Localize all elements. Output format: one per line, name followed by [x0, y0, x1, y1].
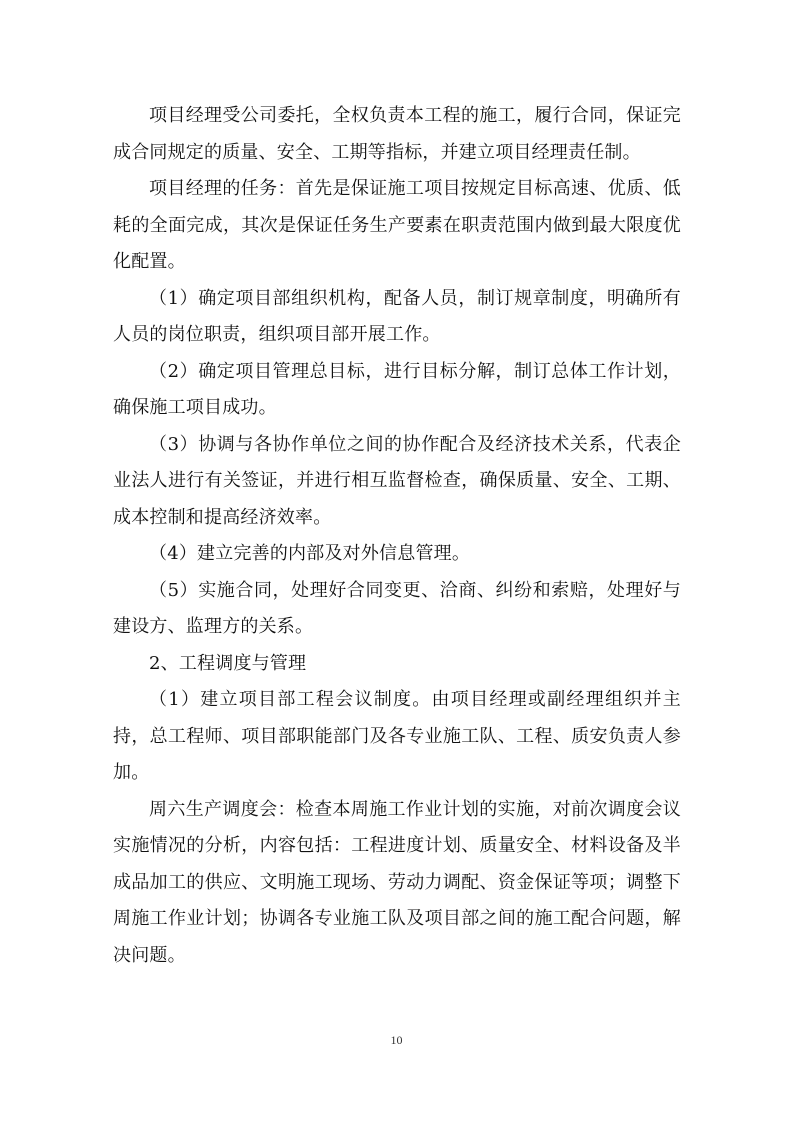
section-heading-scheduling: 2、工程调度与管理 [149, 652, 307, 674]
paragraph-task-1: （1）确定项目部组织机构，配备人员，制订规章制度，明确所有人员的岗位职责，组织项目部开展工作。 [113, 287, 681, 345]
paragraph-task-2: （2）确定项目管理总目标，进行目标分解，制订总体工作计划，确保施工项目成功。 [113, 360, 681, 418]
paragraph-task-4: （4）建立完善的内部及对外信息管理。 [149, 543, 471, 564]
paragraph-task-3: （3）协调与各协作单位之间的协作配合及经济技术关系，代表企业法人进行有关签证，并进行相互监督检查，确保质量、安全、工期、成本控制和提高经济效率。 [113, 433, 681, 528]
paragraph-task-5: （5）实施合同，处理好合同变更、洽商、纠纷和索赔，处理好与建设方、监理方的关系。 [113, 579, 681, 637]
paragraph-manager-tasks: 项目经理的任务：首先是保证施工项目按规定目标高速、优质、低耗的全面完成，其次是保证任务生产要素在职责范围内做到最大限度优化配置。 [113, 178, 681, 272]
document-body [113, 98, 681, 974]
page-number: 10 [390, 1033, 403, 1047]
paragraph-manager-authority: 项目经理受公司委托，全权负责本工程的施工，履行合同，保证完成合同规定的质量、安全、工期等指标，并建立项目经理责任制。 [113, 105, 681, 163]
paragraph-saturday-meeting: 周六生产调度会：检查本周施工作业计划的实施，对前次调度会议实施情况的分析，内容包括：工程进度计划、质量安全、材料设备及半成品加工的供应、文明施工现场、劳动力调配、资金保证等项；调整下周施工作业计划；协调各专业施工队及项目部之间的施工配合问题，解决问题。 [113, 798, 681, 966]
paragraph-meeting-system: （1）建立项目部工程会议制度。由项目经理或副经理组织并主持，总工程师、项目部职能部门及各专业施工队、工程、质安负责人参加。 [113, 689, 681, 783]
